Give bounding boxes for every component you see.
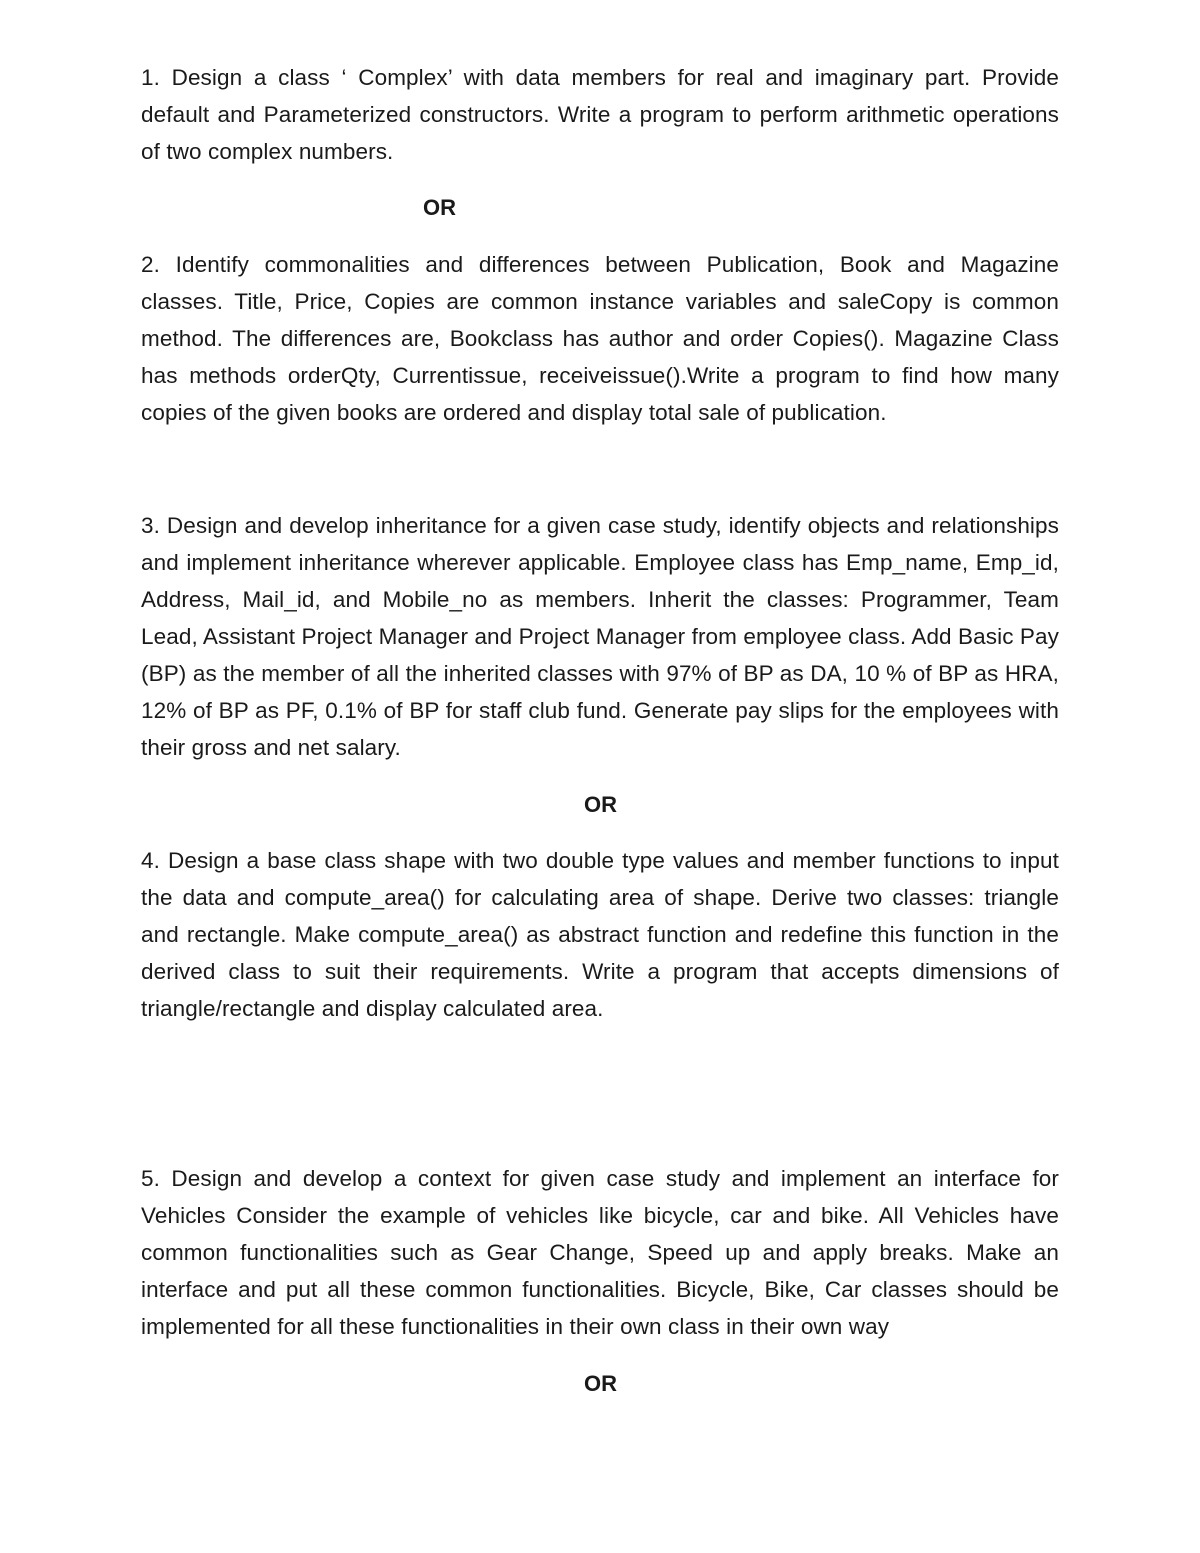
or-separator-1: OR (423, 195, 456, 220)
question-2: 2. Identify commonalities and differences between Publication, Book and Magazine classes. Title, Price, Copies are common instance variables and saleCopy is common method. The differences are, Bookclass has author and order Copies(). Magazine Class has methods orderQty, Currentissue, receiveissue().Write a program to find how many copies of the given books are ordered and display total sale of publication. (141, 252, 1059, 425)
question-5: 5. Design and develop a context for given case study and implement an interface for Vehicles Consider the example of vehicles like bicycle, car and bike. All Vehicles have common functionalities such as Gear Change, Speed up and apply breaks. Make an interface and put all these common functionalities. Bicycle, Bike, Car classes should be implemented for all these functionalities in their own class in their own way (141, 1166, 1059, 1339)
question-1: 1. Design a class ‘ Complex’ with data members for real and imaginary part. Provide default and Parameterized constructors. Write a program to perform arithmetic operations of two complex numbers. (141, 65, 1059, 164)
or-separator-3: OR (584, 1371, 617, 1396)
question-4: 4. Design a base class shape with two double type values and member functions to input the data and compute_area() for calculating area of shape. Derive two classes: triangle and rectangle. Make compute_area() as abstract function and redefine this function in the derived class to suit their requirements. Write a program that accepts dimensions of triangle/rectangle and display calculated area. (141, 848, 1059, 1021)
or-separator-2: OR (584, 792, 617, 817)
question-3: 3. Design and develop inheritance for a given case study, identify objects and relationships and implement inheritance wherever applicable. Employee class has Emp_name, Emp_id, Address, Mail_id, and Mobile_no as members. Inherit the classes: Programmer, Team Lead, Assistant Project Manager and Project Manager from employee class. Add Basic Pay (BP) as the member of all the inherited classes with 97% of BP as DA, 10 % of BP as HRA, 12% of BP as PF, 0.1% of BP for staff club fund. Generate pay slips for the employees with their gross and net salary. (141, 513, 1059, 760)
